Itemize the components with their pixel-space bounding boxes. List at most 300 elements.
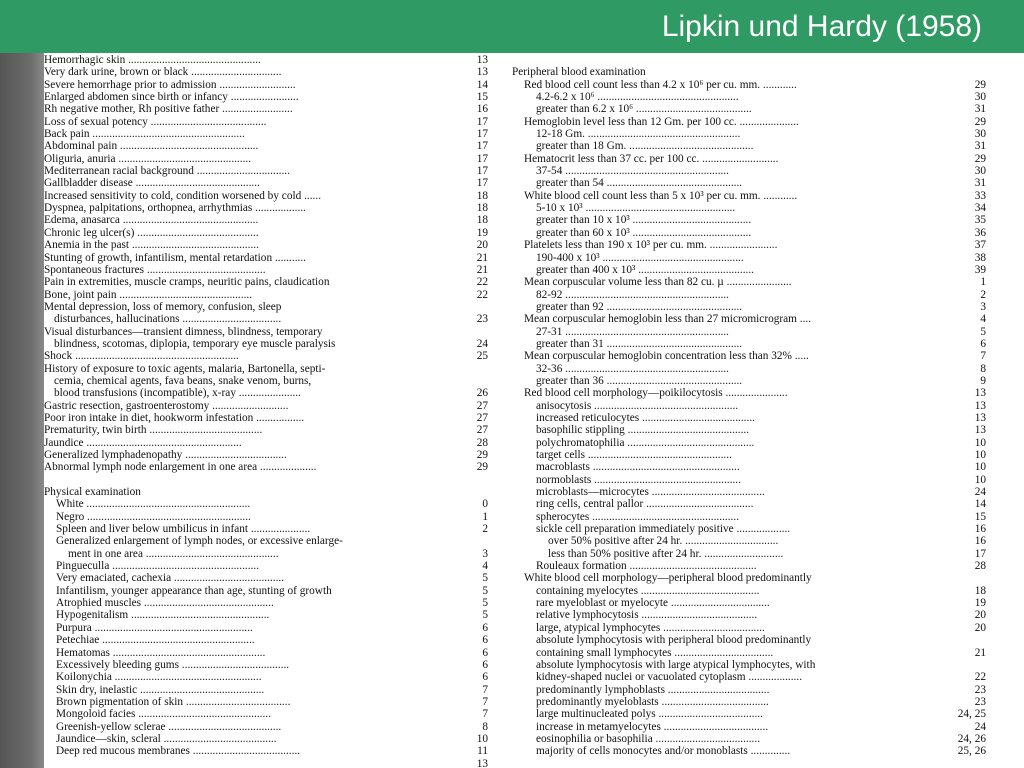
item-code: 27 <box>476 424 488 437</box>
item-text: increase in metamyelocytes ..................................... <box>536 720 769 733</box>
item-code: 30 <box>974 91 986 104</box>
list-item <box>512 647 1002 659</box>
list-item <box>512 424 1002 436</box>
list-item <box>44 116 492 128</box>
item-code: 13 <box>974 424 986 437</box>
list-item <box>512 659 1002 671</box>
list-item <box>44 313 492 325</box>
item-code: 17 <box>476 177 488 190</box>
item-text: Deep red mucous membranes ...................................... <box>56 745 301 758</box>
item-code: 36 <box>974 226 986 239</box>
item-text: Abnormal lymph node enlargement in one area .................... <box>44 461 317 474</box>
item-code: 5 <box>482 584 488 597</box>
item-code: 35 <box>974 214 986 227</box>
list-item <box>44 424 492 436</box>
item-code: 6 <box>482 634 488 647</box>
item-code: 24, 26 <box>957 732 986 745</box>
item-code: 13 <box>476 757 488 768</box>
item-code: 5 <box>482 597 488 610</box>
item-text: containing myelocytes .......................................... <box>536 584 760 597</box>
item-text: Rh negative mother, Rh positive father ......................... <box>44 103 293 116</box>
list-item <box>512 412 1002 424</box>
item-code: 26 <box>476 387 488 400</box>
list-item <box>44 708 492 720</box>
item-text: Infantilism, younger appearance than age, stunting of growth <box>56 584 332 597</box>
list-item <box>44 696 492 708</box>
item-code: 10 <box>974 461 986 474</box>
list-item <box>512 375 1002 387</box>
item-text: greater than 6.2 x 10⁶ ......................................... <box>536 103 752 116</box>
list-item <box>44 609 492 621</box>
item-text: Very dark urine, brown or black ................................ <box>44 66 282 79</box>
item-text: Increased sensitivity to cold, condition worsened by cold ...... <box>44 189 322 202</box>
item-code: 16 <box>476 103 488 116</box>
item-code: 18 <box>476 189 488 202</box>
item-text: Hematomas ...................................................... <box>56 646 266 659</box>
list-item <box>512 79 1002 91</box>
item-code: 23 <box>974 683 986 696</box>
item-text: Pain in extremities, muscle cramps, neuritic pains, claudication <box>44 276 330 289</box>
item-code: 17 <box>476 128 488 141</box>
item-text: Chronic leg ulcer(s) ........................................... <box>44 226 259 239</box>
list-item <box>44 498 492 510</box>
item-text: Generalized enlargement of lymph nodes, or excessive enlarge- <box>56 535 343 548</box>
item-code: 2 <box>482 523 488 536</box>
item-text: Poor iron intake in diet, hookworm infestation ................. <box>44 411 305 424</box>
list-item <box>44 535 492 547</box>
list-item <box>512 350 1002 362</box>
item-code: 3 <box>980 300 986 313</box>
list-item <box>512 363 1002 375</box>
item-code: 8 <box>980 362 986 375</box>
item-code: 7 <box>482 683 488 696</box>
item-code: 18 <box>476 202 488 215</box>
list-item <box>44 560 492 572</box>
item-text: Prematurity, twin birth ........................................ <box>44 424 263 437</box>
item-code: 2 <box>980 288 986 301</box>
list-item <box>512 326 1002 338</box>
list-item <box>512 461 1002 473</box>
item-text: Mean corpuscular volume less than 82 cu. µ ....................... <box>524 276 792 289</box>
item-code: 10 <box>974 436 986 449</box>
item-text: greater than 31 ................................................ <box>536 337 743 350</box>
item-text: sickle cell preparation immediately positive ................... <box>536 523 791 536</box>
list-item <box>512 66 1002 78</box>
list-item <box>512 165 1002 177</box>
list-item <box>44 474 492 486</box>
list-item <box>44 659 492 671</box>
list-item <box>44 647 492 659</box>
list-item <box>512 214 1002 226</box>
item-text: Peripheral blood examination <box>512 66 646 79</box>
item-code: 29 <box>974 115 986 128</box>
item-text: absolute lymphocytosis with peripheral blood predominantly <box>536 634 812 647</box>
item-text: over 50% positive after 24 hr. ................................. <box>548 535 779 548</box>
item-text: Edema, anasarca ................................................ <box>44 214 259 227</box>
item-text: White blood cell count less than 5 x 10³ per cu. mm. ............ <box>524 189 798 202</box>
list-item <box>44 387 492 399</box>
item-text: Visual disturbances—transient dimness, blindness, temporary <box>44 325 323 338</box>
item-code: 30 <box>974 165 986 178</box>
item-text: less than 50% positive after 24 hr. ............................ <box>548 547 784 560</box>
list-item <box>512 153 1002 165</box>
item-text: greater than 54 ................................................ <box>536 177 743 190</box>
item-code: 13 <box>476 66 488 79</box>
item-text: relative lymphocytosis ......................................... <box>536 609 758 622</box>
item-code: 17 <box>476 140 488 153</box>
item-code: 13 <box>974 411 986 424</box>
item-code: 20 <box>476 239 488 252</box>
list-item <box>512 498 1002 510</box>
list-item <box>512 116 1002 128</box>
item-code: 18 <box>476 214 488 227</box>
list-item <box>512 585 1002 597</box>
list-item <box>44 758 492 768</box>
list-item <box>512 400 1002 412</box>
item-text: large, atypical lymphocytes .................................... <box>536 621 765 634</box>
list-item <box>44 338 492 350</box>
list-item <box>44 326 492 338</box>
item-text: Mediterranean racial background ................................. <box>44 165 290 178</box>
item-text: 190-400 x 10³ .................................................. <box>536 251 744 264</box>
list-item <box>44 412 492 424</box>
list-item <box>44 227 492 239</box>
item-text: cemia, chemical agents, fava beans, snake venom, burns, <box>54 374 312 387</box>
item-code: 1 <box>482 510 488 523</box>
item-text: Hematocrit less than 37 cc. per 100 cc. ........................... <box>524 152 779 165</box>
item-text: Physical examination <box>44 486 141 499</box>
item-text: eosinophilia or basophilia ..................................... <box>536 732 761 745</box>
list-item <box>44 276 492 288</box>
list-item <box>44 486 492 498</box>
list-item <box>512 609 1002 621</box>
item-code: 17 <box>974 547 986 560</box>
item-text: containing small lymphocytes ................................... <box>536 646 774 659</box>
item-text: Mongoloid facies ............................................... <box>56 708 271 721</box>
list-item <box>512 721 1002 733</box>
item-code: 30 <box>974 128 986 141</box>
list-item <box>512 289 1002 301</box>
list-item <box>512 239 1002 251</box>
list-item <box>44 684 492 696</box>
history-items-list <box>44 54 492 768</box>
list-item <box>512 202 1002 214</box>
list-item <box>512 313 1002 325</box>
item-text: disturbances, hallucinations ................................... <box>54 313 282 326</box>
item-text: majority of cells monocytes and/or monoblasts .............. <box>536 745 791 758</box>
list-item <box>44 585 492 597</box>
item-code: 21 <box>476 251 488 264</box>
item-code: 24 <box>476 337 488 350</box>
item-text: 82-92 .......................................................... <box>536 288 729 301</box>
item-text: macroblasts .................................................... <box>536 461 740 474</box>
item-code: 17 <box>476 165 488 178</box>
item-code: 17 <box>476 115 488 128</box>
list-item <box>512 252 1002 264</box>
item-code: 22 <box>476 288 488 301</box>
list-item <box>44 461 492 473</box>
item-text: Jaundice ....................................................... <box>44 436 242 449</box>
item-text: ment in one area ............................................... <box>68 547 279 560</box>
item-code: 20 <box>974 621 986 634</box>
item-text: Atrophied muscles .............................................. <box>56 597 274 610</box>
item-text: Spleen and liver below umbilicus in infant ..................... <box>56 523 311 536</box>
title-banner <box>0 0 1024 53</box>
item-text: Generalized lymphadenopathy .................................... <box>44 449 287 461</box>
item-text: Mean corpuscular hemoglobin concentration less than 32% ..... <box>524 350 809 363</box>
item-code: 5 <box>482 572 488 585</box>
item-code: 38 <box>974 251 986 264</box>
item-code: 22 <box>476 276 488 289</box>
item-code: 5 <box>482 609 488 622</box>
item-code: 8 <box>482 720 488 733</box>
item-code: 19 <box>974 597 986 610</box>
item-code: 23 <box>476 313 488 326</box>
item-text: Gallbladder disease ............................................ <box>44 177 260 190</box>
item-code: 0 <box>482 498 488 511</box>
item-text: blood transfusions (incompatible), x-ray ...................... <box>54 387 301 400</box>
item-code: 14 <box>476 78 488 91</box>
item-text: 12-18 Gm. ...................................................... <box>536 128 741 141</box>
item-code: 27 <box>476 399 488 412</box>
list-item <box>44 140 492 152</box>
item-code: 6 <box>482 646 488 659</box>
item-code: 24 <box>974 720 986 733</box>
item-code: 11 <box>477 745 488 758</box>
item-text: ring cells, central pallor ...................................... <box>536 498 754 511</box>
item-code: 29 <box>476 461 488 474</box>
item-text: Greenish-yellow sclerae ........................................ <box>56 720 282 733</box>
list-item <box>512 190 1002 202</box>
item-text: Rouleaux formation ............................................. <box>536 560 757 573</box>
item-code: 21 <box>974 646 986 659</box>
list-item <box>44 548 492 560</box>
list-item <box>44 721 492 733</box>
list-item <box>512 560 1002 572</box>
item-code: 9 <box>980 374 986 387</box>
list-item <box>512 548 1002 560</box>
item-code: 39 <box>974 263 986 276</box>
scanned-page-right <box>512 53 1024 768</box>
item-code: 29 <box>974 78 986 91</box>
item-text: absolute lymphocytosis with large atypical lymphocytes, with <box>536 658 816 671</box>
item-code: 1 <box>980 276 986 289</box>
item-code: 7 <box>482 708 488 721</box>
list-item <box>44 153 492 165</box>
item-code: 24, 25 <box>957 708 986 721</box>
list-item <box>512 486 1002 498</box>
scanned-page-left <box>44 53 492 768</box>
item-text: Stunting of growth, infantilism, mental retardation ........... <box>44 251 306 264</box>
list-item <box>44 523 492 535</box>
item-code: 18 <box>974 584 986 597</box>
list-item <box>44 239 492 251</box>
list-item <box>512 103 1002 115</box>
item-text: Koilonychia .................................................... <box>56 671 262 684</box>
item-text: Mean corpuscular hemoglobin less than 27 micromicrogram .... <box>524 313 812 326</box>
list-item <box>44 449 492 461</box>
item-text: predominantly myeloblasts ...................................... <box>536 695 769 708</box>
item-text: greater than 36 ................................................ <box>536 374 743 387</box>
item-code: 37 <box>974 239 986 252</box>
item-text: Loss of sexual potency ......................................... <box>44 115 267 128</box>
item-text: Platelets less than 190 x 10³ per cu. mm. ........................ <box>524 239 778 252</box>
item-text: polychromatophilia ............................................. <box>536 436 755 449</box>
item-code: 29 <box>974 152 986 165</box>
item-code: 31 <box>974 103 986 116</box>
list-item <box>512 227 1002 239</box>
list-item <box>44 733 492 745</box>
list-item <box>512 622 1002 634</box>
item-text: Skin dry, inelastic ............................................ <box>56 683 265 696</box>
item-text: Hemoglobin level less than 12 Gm. per 100 cc. ..................... <box>524 115 799 128</box>
list-item <box>44 363 492 375</box>
list-item <box>512 140 1002 152</box>
list-item <box>512 535 1002 547</box>
list-item <box>44 128 492 140</box>
list-item <box>44 511 492 523</box>
list-item <box>512 449 1002 461</box>
item-text: Very emaciated, cachexia ....................................... <box>56 572 285 585</box>
item-text: Excessively bleeding gums ...................................... <box>56 658 290 671</box>
list-item <box>512 572 1002 584</box>
item-code: 22 <box>974 671 986 684</box>
item-code: 31 <box>974 140 986 153</box>
list-item <box>44 66 492 78</box>
list-item <box>44 400 492 412</box>
list-item <box>44 437 492 449</box>
item-code: 3 <box>482 547 488 560</box>
item-code: 28 <box>974 560 986 573</box>
list-item <box>44 214 492 226</box>
item-text: Brown pigmentation of skin ..................................... <box>56 695 291 708</box>
item-text: Spontaneous fractures .......................................... <box>44 263 266 276</box>
item-text: Shock .......................................................... <box>44 350 239 363</box>
item-text: White blood cell morphology—peripheral blood predominantly <box>524 572 812 585</box>
item-code: 33 <box>974 189 986 202</box>
item-code: 17 <box>476 152 488 165</box>
list-item <box>44 671 492 683</box>
item-code: 20 <box>974 609 986 622</box>
list-item <box>512 387 1002 399</box>
item-code: 4 <box>482 560 488 573</box>
item-text: rare myeloblast or myelocyte ................................... <box>536 597 770 610</box>
blood-exam-items-list <box>512 54 1002 758</box>
item-code: 13 <box>974 387 986 400</box>
item-code: 13 <box>476 54 488 66</box>
item-text: greater than 10 x 10³ .......................................... <box>536 214 752 227</box>
item-text: Oliguria, anuria ............................................... <box>44 152 252 165</box>
list-item <box>44 597 492 609</box>
list-item <box>44 91 492 103</box>
item-text: greater than 60 x 10³ .......................................... <box>536 226 752 239</box>
item-text: 4.2-6.2 x 10⁶ .................................................. <box>536 91 739 104</box>
list-item <box>512 338 1002 350</box>
item-text: Gastric resection, gastroenterostomy ........................... <box>44 399 289 412</box>
item-text: Severe hemorrhage prior to admission ........................... <box>44 78 296 91</box>
item-text: Hypogenitalism ................................................. <box>56 609 270 622</box>
item-text: target cells ................................................... <box>536 449 732 461</box>
item-text: Abdominal pain ................................................. <box>44 140 259 153</box>
item-text: Pingueculla .................................................... <box>56 560 260 573</box>
item-text: Hemorrhagic skin ............................................... <box>44 54 261 66</box>
item-code: 15 <box>974 510 986 523</box>
item-code: 25, 26 <box>957 745 986 758</box>
list-item <box>512 264 1002 276</box>
item-code: 10 <box>974 473 986 486</box>
list-item <box>512 684 1002 696</box>
list-item <box>44 289 492 301</box>
item-text: greater than 92 ................................................ <box>536 300 743 313</box>
list-item <box>44 264 492 276</box>
slide-title: Lipkin und Hardy (1958) <box>661 10 982 43</box>
item-code: 27 <box>476 411 488 424</box>
item-code: 25 <box>476 350 488 363</box>
item-text: Back pain ...................................................... <box>44 128 245 141</box>
item-code: 6 <box>980 337 986 350</box>
item-code: 34 <box>974 202 986 215</box>
list-item <box>512 437 1002 449</box>
list-item <box>512 54 1002 66</box>
item-text: White .......................................................... <box>56 498 251 511</box>
item-text: 5-10 x 10³ ..................................................... <box>536 202 736 215</box>
list-item <box>512 474 1002 486</box>
item-text: basophilic stippling ........................................... <box>536 424 750 437</box>
item-code: 23 <box>974 695 986 708</box>
list-item <box>44 572 492 584</box>
list-item <box>512 745 1002 757</box>
item-text: greater than 400 x 10³ ......................................... <box>536 263 754 276</box>
item-text: 32-36 .......................................................... <box>536 362 729 375</box>
list-item <box>512 708 1002 720</box>
item-text: microblasts—microcytes ........................................ <box>536 486 765 499</box>
list-item <box>44 190 492 202</box>
item-text: predominantly lymphoblasts .................................... <box>536 683 770 696</box>
item-text: Enlarged abdomen since birth or infancy ........................ <box>44 91 299 104</box>
item-text: Dyspnea, palpitations, orthopnea, arrhythmias .................. <box>44 202 306 215</box>
list-item <box>44 622 492 634</box>
item-text: increased reticulocytes ........................................ <box>536 411 755 424</box>
list-item <box>44 634 492 646</box>
item-text: Purpura ........................................................ <box>56 621 253 634</box>
list-item <box>44 177 492 189</box>
list-item <box>512 511 1002 523</box>
item-code: 31 <box>974 177 986 190</box>
list-item <box>44 103 492 115</box>
list-item <box>512 671 1002 683</box>
item-code: 4 <box>980 313 986 326</box>
list-item <box>512 276 1002 288</box>
item-code: 5 <box>980 325 986 338</box>
item-code: 19 <box>476 226 488 239</box>
item-code: 24 <box>974 486 986 499</box>
list-item <box>44 745 492 757</box>
item-code: 16 <box>974 523 986 536</box>
item-text: Jaundice—skin, scleral ........................................ <box>56 732 277 745</box>
item-text: normoblasts .................................................... <box>536 473 741 486</box>
item-code: 21 <box>476 263 488 276</box>
list-item <box>44 54 492 66</box>
item-text: spherocytes .................................................... <box>536 510 740 523</box>
list-item <box>44 350 492 362</box>
list-item <box>512 597 1002 609</box>
item-code: 28 <box>476 436 488 449</box>
item-code: 14 <box>974 498 986 511</box>
item-text: kidney-shaped nuclei or vacuolated cytoplasm ................... <box>536 671 803 684</box>
list-item <box>512 128 1002 140</box>
list-item <box>512 634 1002 646</box>
item-code: 15 <box>476 91 488 104</box>
